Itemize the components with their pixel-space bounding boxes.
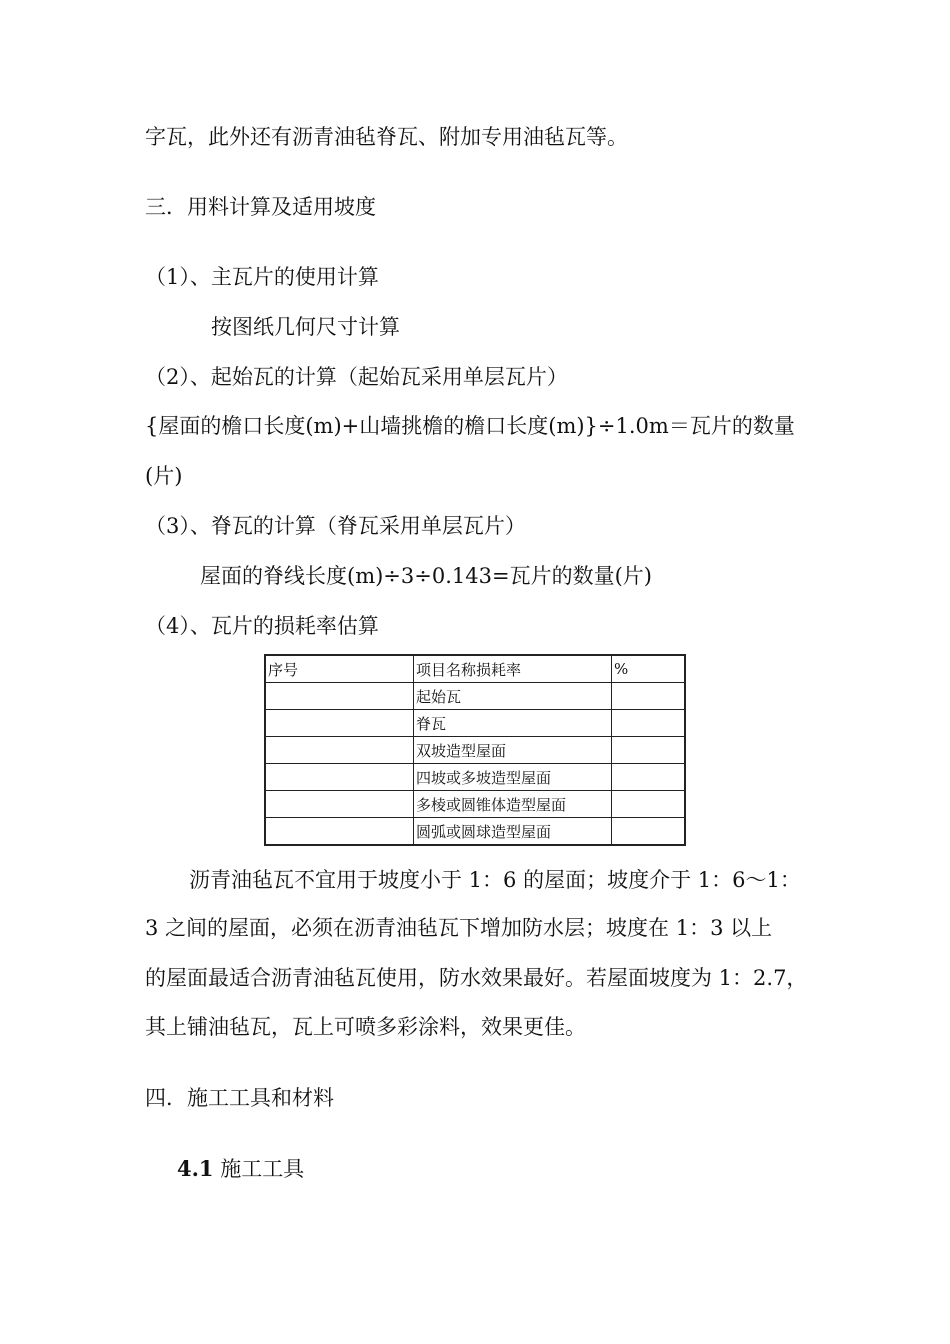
table-cell bbox=[612, 791, 686, 818]
table-cell bbox=[265, 737, 414, 764]
item-heading-4: （4）、瓦片的损耗率估算 bbox=[145, 614, 379, 638]
table-cell bbox=[265, 683, 414, 710]
formula-line-3: 屋面的脊线长度(m)÷3÷0.143=瓦片的数量(片) bbox=[200, 564, 652, 588]
table-cell bbox=[265, 710, 414, 737]
text-line-continuation: 字瓦，此外还有沥青油毡脊瓦、附加专用油毡瓦等。 bbox=[145, 125, 628, 149]
subsection-heading-4-1 bbox=[177, 1155, 304, 1183]
table-cell bbox=[265, 791, 414, 818]
loss-rate-table bbox=[264, 654, 686, 846]
subsection-number: 4.1 bbox=[177, 1156, 214, 1181]
paragraph-line-1: 沥青油毡瓦不宜用于坡度小于 1：6 的屋面；坡度介于 1：6～1： bbox=[189, 868, 801, 892]
table-header-cell: % bbox=[612, 655, 686, 683]
section-heading-3: 三．用料计算及适用坡度 bbox=[145, 195, 376, 219]
item-heading-1: （1）、主瓦片的使用计算 bbox=[145, 265, 379, 289]
table-cell: 起始瓦 bbox=[414, 683, 612, 710]
table-cell: 双坡造型屋面 bbox=[414, 737, 612, 764]
table-header-cell: 项目名称损耗率 bbox=[414, 655, 612, 683]
table-row bbox=[265, 683, 685, 710]
table-row bbox=[265, 710, 685, 737]
formula-line-2b: (片) bbox=[145, 464, 183, 488]
table-cell bbox=[612, 710, 686, 737]
table-cell: 圆弧或圆球造型屋面 bbox=[414, 818, 612, 846]
formula-line-2a: {屋面的檐口长度(m)+山墙挑檐的檐口长度(m)}÷1.0m＝瓦片的数量 bbox=[145, 414, 795, 438]
table-row bbox=[265, 764, 685, 791]
item-heading-2: （2）、起始瓦的计算（起始瓦采用单层瓦片） bbox=[145, 365, 568, 389]
table-cell bbox=[612, 683, 686, 710]
section-heading-4: 四．施工工具和材料 bbox=[145, 1086, 334, 1110]
table-cell: 多棱或圆锥体造型屋面 bbox=[414, 791, 612, 818]
table-cell: 脊瓦 bbox=[414, 710, 612, 737]
table-cell bbox=[265, 764, 414, 791]
table-header-cell: 序号 bbox=[265, 655, 414, 683]
subsection-title: 施工工具 bbox=[213, 1157, 305, 1181]
table-cell bbox=[265, 818, 414, 846]
table-row bbox=[265, 791, 685, 818]
item-heading-3: （3）、脊瓦的计算（脊瓦采用单层瓦片） bbox=[145, 514, 526, 538]
paragraph-line-4: 其上铺油毡瓦，瓦上可喷多彩涂料，效果更佳。 bbox=[145, 1015, 586, 1039]
table-cell bbox=[612, 764, 686, 791]
paragraph-line-2: 3 之间的屋面，必须在沥青油毡瓦下增加防水层；坡度在 1：3 以上 bbox=[145, 916, 773, 940]
table-cell bbox=[612, 818, 686, 846]
table-cell bbox=[612, 737, 686, 764]
table-cell: 四坡或多坡造型屋面 bbox=[414, 764, 612, 791]
table-row bbox=[265, 737, 685, 764]
table-row bbox=[265, 818, 685, 846]
item-description-1: 按图纸几何尺寸计算 bbox=[211, 315, 400, 339]
paragraph-line-3: 的屋面最适合沥青油毡瓦使用，防水效果最好。若屋面坡度为 1：2.7， bbox=[145, 966, 808, 990]
table-header-row bbox=[265, 655, 685, 683]
